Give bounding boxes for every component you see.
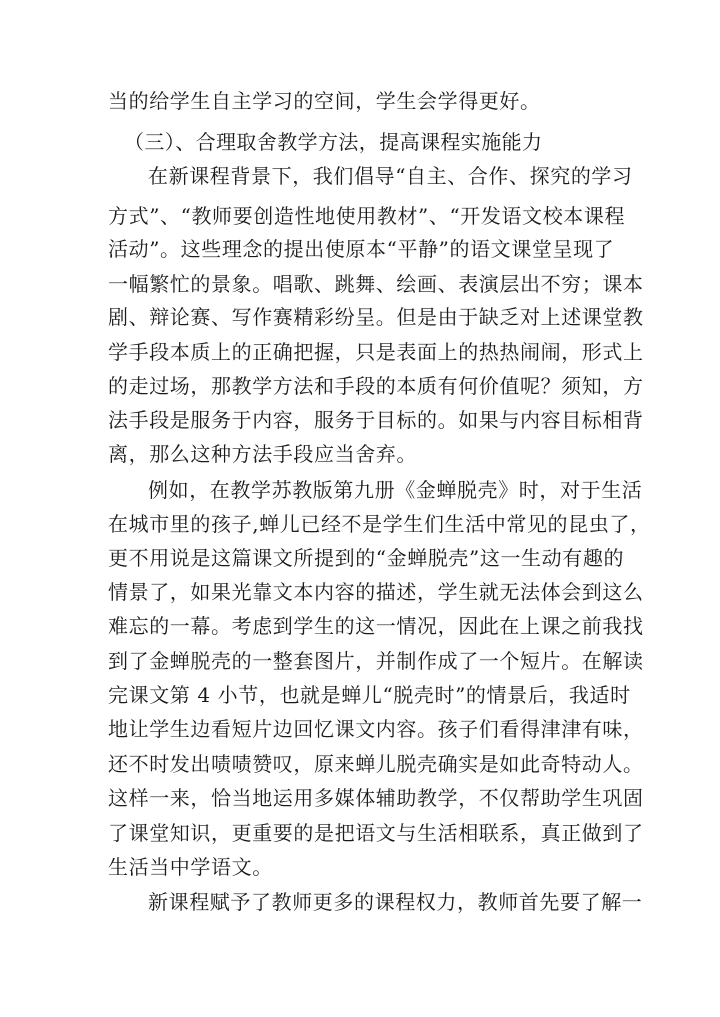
text-line: 情景了，如果光靠文本内容的描述，学生就无法体会到这么: [108, 580, 644, 604]
text-line: 新课程赋予了教师更多的课程权力，教师首先要了解一: [148, 890, 643, 914]
text-line: 例如，在教学苏教版第九册《金蝉脱壳》时，对于生活: [148, 478, 643, 502]
text-line: 更不用说是这篇课文所提到的“金蝉脱壳”这一生动有趣的: [108, 546, 625, 570]
text-line: 生活当中学语文。: [108, 855, 273, 879]
text-line: 完课文第 4 小节，也就是蝉儿“脱壳时”的情景后，我适时: [108, 683, 631, 707]
text-line: 到了金蝉脱壳的一整套图片，并制作成了一个短片。在解读: [108, 649, 644, 673]
text-line: 法手段是服务于内容，服务于目标的。如果与内容目标相背: [108, 408, 644, 432]
text-line: 难忘的一幕。考虑到学生的这一情况，因此在上课之前我找: [108, 614, 644, 638]
text-line: 离，那么这种方法手段应当舍弃。: [108, 442, 417, 466]
text-line: 学手段本质上的正确把握，只是表面上的热热闹闹，形式上: [108, 340, 644, 364]
text-line: 在新课程背景下，我们倡导“自主、合作、探究的学习: [148, 164, 633, 188]
text-line: 剧、辩论赛、写作赛精彩纷呈。但是由于缺乏对上述课堂教: [108, 305, 644, 329]
text-line: 当的给学生自主学习的空间，学生会学得更好。: [108, 89, 541, 113]
text-line: 地让学生边看短片边回忆课文内容。孩子们看得津津有味，: [108, 717, 644, 741]
text-line: 了课堂知识，更重要的是把语文与生活相联系，真正做到了: [108, 821, 644, 845]
text-line: 还不时发出啧啧赞叹，原来蝉儿脱壳确实是如此奇特动人。: [108, 752, 644, 776]
section-heading: （三）、合理取舍教学方法，提高课程实施能力: [124, 130, 543, 154]
text-line: 活动”。这些理念的提出使原本“平静”的语文课堂呈现了: [108, 237, 615, 261]
text-line: 这样一来，恰当地运用多媒体辅助教学，不仅帮助学生巩固: [108, 786, 644, 810]
text-line: 的走过场，那教学方法和手段的本质有何价值呢？须知，方: [108, 374, 644, 398]
text-line: 在城市里的孩子,蝉儿已经不是学生们生活中常见的昆虫了，: [108, 512, 651, 536]
text-line: 方式”、“教师要创造性地使用教材”、“开发语文校本课程: [108, 204, 626, 228]
text-line: 一幅繁忙的景象。唱歌、跳舞、绘画、表演层出不穷；课本: [108, 272, 644, 296]
